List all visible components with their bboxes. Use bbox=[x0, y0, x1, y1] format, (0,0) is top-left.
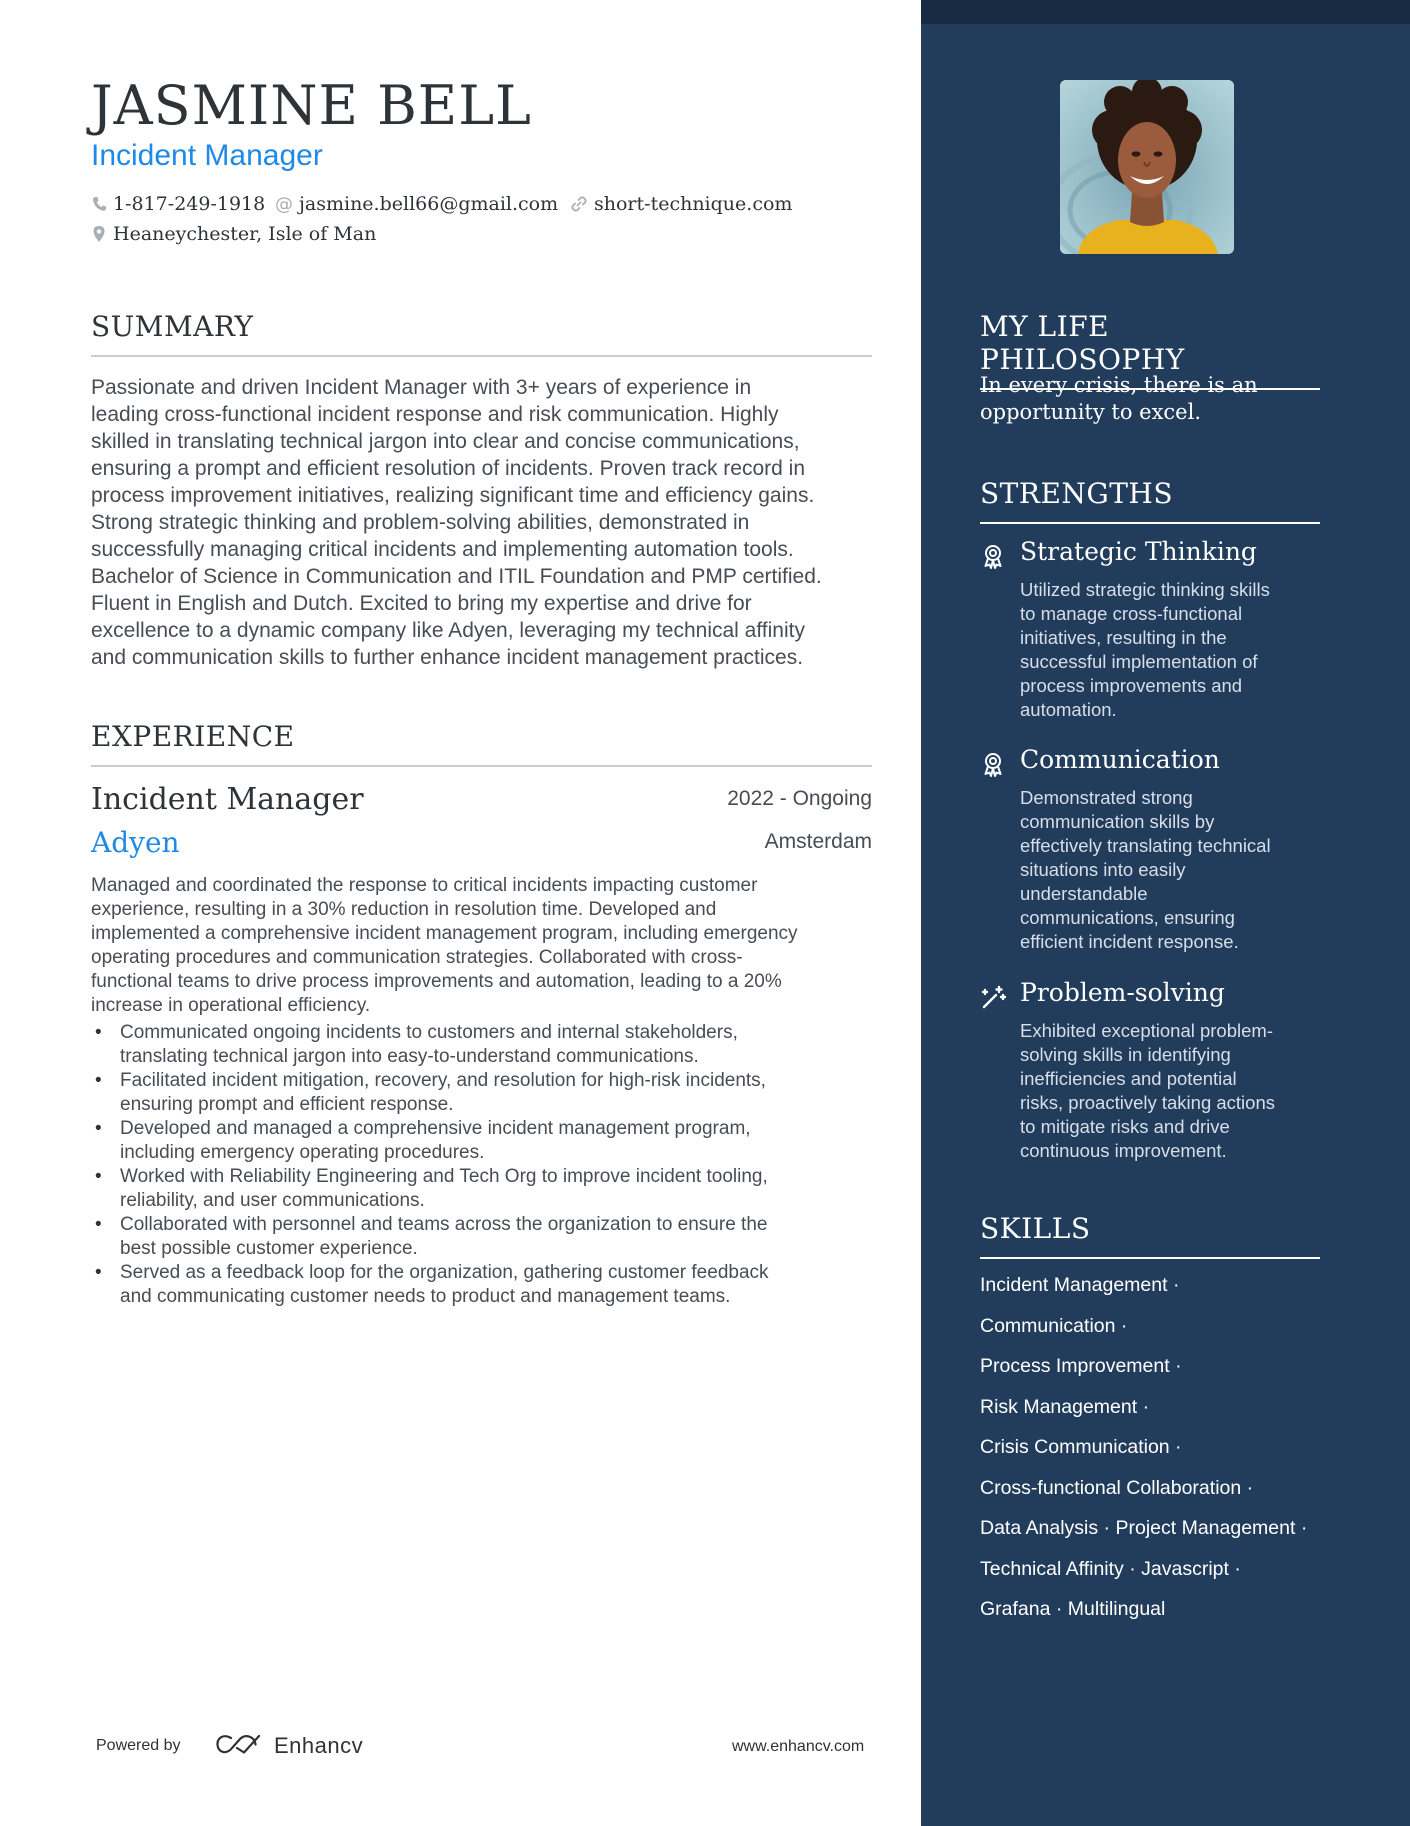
job-title: Incident Manager bbox=[91, 782, 364, 817]
skills-list bbox=[980, 1274, 1340, 1639]
skill-line: Crisis Communication · bbox=[980, 1436, 1182, 1458]
strength-desc-line: understandable bbox=[1020, 883, 1148, 904]
profile-photo bbox=[1060, 80, 1234, 254]
location-pin-icon bbox=[91, 225, 107, 243]
award-ribbon-icon bbox=[980, 751, 1006, 777]
strength-desc-line: inefficiencies and potential bbox=[1020, 1068, 1237, 1089]
skill-line: Data Analysis · Project Management · bbox=[980, 1517, 1308, 1539]
bullet-line: • Worked with Reliability Engineering and Tech Org to improve incident tooling, bbox=[120, 1166, 768, 1187]
bullet-line: • Collaborated with personnel and teams across the organization to ensure the bbox=[120, 1214, 768, 1235]
bullet-line: best possible customer experience. bbox=[120, 1238, 418, 1259]
job-location: Amsterdam bbox=[764, 830, 872, 853]
strength-desc-line: process improvements and bbox=[1020, 675, 1243, 696]
strength-desc-line: to manage cross-functional bbox=[1020, 603, 1243, 624]
contact-website bbox=[570, 193, 792, 215]
strength-desc-line: communication skills by bbox=[1020, 811, 1215, 832]
job-bullet bbox=[91, 1069, 872, 1117]
bullet-line: and communicating customer needs to product and management teams. bbox=[120, 1286, 731, 1307]
job-description bbox=[91, 874, 872, 1018]
strength-desc-line: effectively translating technical bbox=[1020, 835, 1271, 856]
strength-description bbox=[1020, 1019, 1320, 1163]
location-text: Heaneychester, Isle of Man bbox=[113, 223, 377, 245]
skill-line: Incident Management · bbox=[980, 1274, 1180, 1296]
summary-line: Strong strategic thinking and problem-solving abilities, demonstrated in bbox=[91, 511, 750, 534]
strength-title: Problem-solving bbox=[1020, 978, 1225, 1007]
job-dates: 2022 - Ongoing bbox=[727, 787, 872, 810]
summary-line: process improvement initiatives, realizing significant time and efficiency gains. bbox=[91, 484, 815, 507]
strength-desc-line: situations into easily bbox=[1020, 859, 1186, 880]
philosophy-heading: MY LIFE PHILOSOPHY bbox=[980, 310, 1320, 390]
job-bullet bbox=[91, 1021, 872, 1069]
philosophy-line: opportunity to excel. bbox=[980, 400, 1202, 424]
strength-desc-line: communications, ensuring bbox=[1020, 907, 1235, 928]
job-bullet bbox=[91, 1117, 872, 1165]
strength-desc-line: automation. bbox=[1020, 699, 1117, 720]
strength-desc-line: efficient incident response. bbox=[1020, 931, 1239, 952]
website-text: short-technique.com bbox=[594, 193, 793, 215]
link-icon bbox=[570, 195, 588, 213]
summary-line: Passionate and driven Incident Manager with 3+ years of experience in bbox=[91, 376, 752, 399]
strength-desc-line: initiatives, resulting in the bbox=[1020, 627, 1227, 648]
summary-text bbox=[91, 374, 872, 671]
strength-desc-line: Demonstrated strong bbox=[1020, 787, 1193, 808]
sidebar bbox=[921, 0, 1410, 1826]
strength-desc-line: risks, proactively taking actions bbox=[1020, 1092, 1275, 1113]
skill-line: Technical Affinity · Javascript · bbox=[980, 1557, 1241, 1580]
bullet-line: including emergency operating procedures. bbox=[120, 1142, 485, 1163]
enhancv-url[interactable]: www.enhancv.com bbox=[732, 1738, 865, 1755]
phone-text: 1-817-249-1918 bbox=[113, 193, 266, 215]
philosophy-line: In every crisis, there is an bbox=[980, 373, 1258, 397]
job-description-line: operating procedures and communication strategies. Collaborated with cross- bbox=[91, 947, 743, 968]
phone-icon bbox=[91, 195, 107, 213]
philosophy-quote bbox=[980, 372, 1320, 426]
job-description-line: experience, resulting in a 30% reduction in resolution time. Developed and bbox=[91, 899, 717, 920]
bullet-line: reliability, and user communications. bbox=[120, 1190, 425, 1211]
enhancv-logo-icon bbox=[214, 1731, 262, 1759]
award-ribbon-icon bbox=[980, 543, 1006, 569]
bullet-line: • Facilitated incident mitigation, recovery, and resolution for high-risk incidents, bbox=[120, 1070, 766, 1091]
strength-description bbox=[1020, 578, 1320, 722]
strength-desc-line: solving skills in identifying bbox=[1020, 1044, 1231, 1065]
job-bullet bbox=[91, 1165, 872, 1213]
bullet-line: • Developed and managed a comprehensive incident management program, bbox=[120, 1118, 751, 1139]
bullet-line: • Communicated ongoing incidents to customers and internal stakeholders, bbox=[120, 1022, 738, 1043]
sidebar-top-strip bbox=[921, 0, 1410, 24]
job-description-line: functional teams to drive process improvements and automation, leading to a 20% bbox=[91, 971, 782, 992]
bullet-line: • Served as a feedback loop for the organization, gathering customer feedback bbox=[120, 1262, 769, 1283]
experience-heading: EXPERIENCE bbox=[91, 720, 872, 767]
contact-location bbox=[91, 223, 376, 245]
strength-desc-line: continuous improvement. bbox=[1020, 1140, 1227, 1161]
summary-line: leading cross-functional incident response and risk communication. Highly bbox=[91, 403, 779, 426]
summary-line: Bachelor of Science in Communication and ITIL Foundation and PMP certified. bbox=[91, 565, 822, 588]
strength-title: Communication bbox=[1020, 745, 1220, 774]
summary-line: Fluent in English and Dutch. Excited to bring my expertise and drive for bbox=[91, 592, 752, 615]
summary-line: excellence to a dynamic company like Adyen, leveraging my technical affinity bbox=[91, 619, 805, 642]
powered-by-label: Powered by bbox=[96, 1737, 181, 1754]
job-description-line: Managed and coordinated the response to critical incidents impacting customer bbox=[91, 875, 758, 896]
contact-email bbox=[275, 193, 558, 215]
email-text: jasmine.bell66@gmail.com bbox=[299, 193, 559, 215]
strength-desc-line: to mitigate risks and drive bbox=[1020, 1116, 1230, 1137]
skill-line: Grafana · Multilingual bbox=[980, 1598, 1166, 1620]
portrait-image bbox=[1060, 80, 1234, 254]
company-name: Adyen bbox=[91, 826, 180, 859]
bullet-line: ensuring prompt and efficient response. bbox=[120, 1094, 454, 1115]
skill-line: Risk Management · bbox=[980, 1395, 1150, 1418]
strength-desc-line: successful implementation of bbox=[1020, 651, 1258, 672]
job-description-line: increase in operational efficiency. bbox=[91, 995, 371, 1016]
skill-line: Communication · bbox=[980, 1314, 1128, 1337]
summary-heading: SUMMARY bbox=[91, 310, 872, 357]
strength-title: Strategic Thinking bbox=[1020, 537, 1257, 566]
contact-phone bbox=[91, 193, 265, 215]
job-bullet-list bbox=[91, 1021, 872, 1309]
candidate-name: JASMINE BELL bbox=[91, 74, 532, 137]
candidate-role: Incident Manager bbox=[91, 139, 323, 172]
bullet-line: translating technical jargon into easy-to-understand communications. bbox=[120, 1046, 699, 1067]
strength-description bbox=[1020, 786, 1320, 954]
summary-line: skilled in translating technical jargon into clear and concise communications, bbox=[91, 430, 800, 453]
summary-line: and communication skills to further enhance incident management practices. bbox=[91, 646, 804, 669]
job-bullet bbox=[91, 1213, 872, 1261]
skill-line: Cross-functional Collaboration · bbox=[980, 1476, 1254, 1499]
skill-line: Process Improvement · bbox=[980, 1355, 1182, 1377]
summary-line: ensuring a prompt and efficient resolution of incidents. Proven track record in bbox=[91, 457, 805, 480]
strengths-heading: STRENGTHS bbox=[980, 477, 1320, 524]
enhancv-brand: Enhancv bbox=[274, 1733, 364, 1758]
job-description-line: implemented a comprehensive incident management program, including emergency bbox=[91, 923, 798, 944]
skills-heading: SKILLS bbox=[980, 1212, 1320, 1259]
job-bullet bbox=[91, 1261, 872, 1309]
strength-desc-line: Exhibited exceptional problem- bbox=[1020, 1020, 1273, 1041]
at-icon: @ bbox=[275, 194, 293, 215]
strength-desc-line: Utilized strategic thinking skills bbox=[1020, 579, 1270, 600]
summary-line: successfully managing critical incidents and implementing automation tools. bbox=[91, 538, 794, 561]
magic-wand-icon bbox=[980, 984, 1006, 1010]
